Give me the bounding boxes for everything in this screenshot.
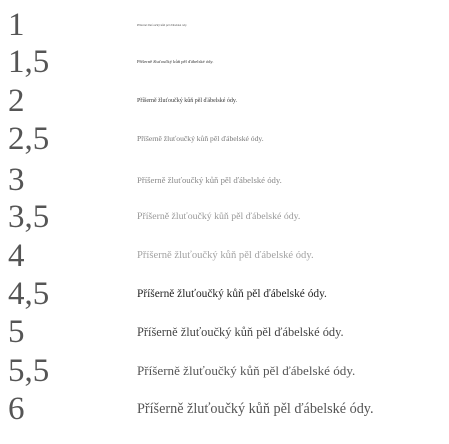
- size-label: 5,5: [8, 353, 50, 389]
- sample-text: Příšerně žluťoučký kůň pěl ďábelské ódy.: [137, 325, 344, 339]
- sample-text: Příšerně žluťoučký kůň pěl ďábelské ódy.: [137, 250, 314, 261]
- specimen-row: [0, 238, 449, 274]
- specimen-row: [0, 121, 449, 157]
- specimen-row: [0, 276, 449, 312]
- size-label: 6: [8, 391, 25, 427]
- size-label: 4,5: [8, 276, 50, 312]
- specimen-row: [0, 83, 449, 119]
- size-label: 1: [8, 7, 25, 43]
- specimen-row: [0, 44, 449, 80]
- specimen-row: [0, 7, 449, 43]
- sample-text: Příšerně žluťoučký kůň pěl ďábelské ódy.: [137, 401, 374, 417]
- size-label: 3,5: [8, 199, 50, 235]
- size-label: 3: [8, 162, 25, 198]
- size-label: 2,5: [8, 121, 50, 157]
- size-label: 2: [8, 83, 25, 119]
- sample-text: Příšerně žluťoučký kůň pěl ďábelské ódy.: [137, 363, 356, 378]
- sample-text: Příšerně žluťoučký kůň pěl ďábelské ódy.: [137, 23, 188, 27]
- sample-text: Příšerně žluťoučký kůň pěl ďábelské ódy.: [137, 288, 327, 300]
- specimen-row: [0, 162, 449, 198]
- size-label: 5: [8, 314, 25, 350]
- sample-text: Příšerně žluťoučký kůň pěl ďábelské ódy.: [137, 175, 282, 185]
- sample-text: Příšerně žluťoučký kůň pěl ďábelské ódy.: [137, 59, 214, 64]
- specimen-row: [0, 199, 449, 235]
- sample-text: Příšerně žluťoučký kůň pěl ďábelské ódy.: [137, 134, 264, 143]
- sample-text: Příšerně žluťoučký kůň pěl ďábelské ódy.: [137, 98, 238, 104]
- sample-text: Příšerně žluťoučký kůň pěl ďábelské ódy.: [137, 211, 301, 222]
- size-label: 4: [8, 238, 25, 274]
- size-label: 1,5: [8, 44, 50, 80]
- specimen-row: [0, 353, 449, 389]
- specimen-row: [0, 391, 449, 427]
- specimen-row: [0, 314, 449, 350]
